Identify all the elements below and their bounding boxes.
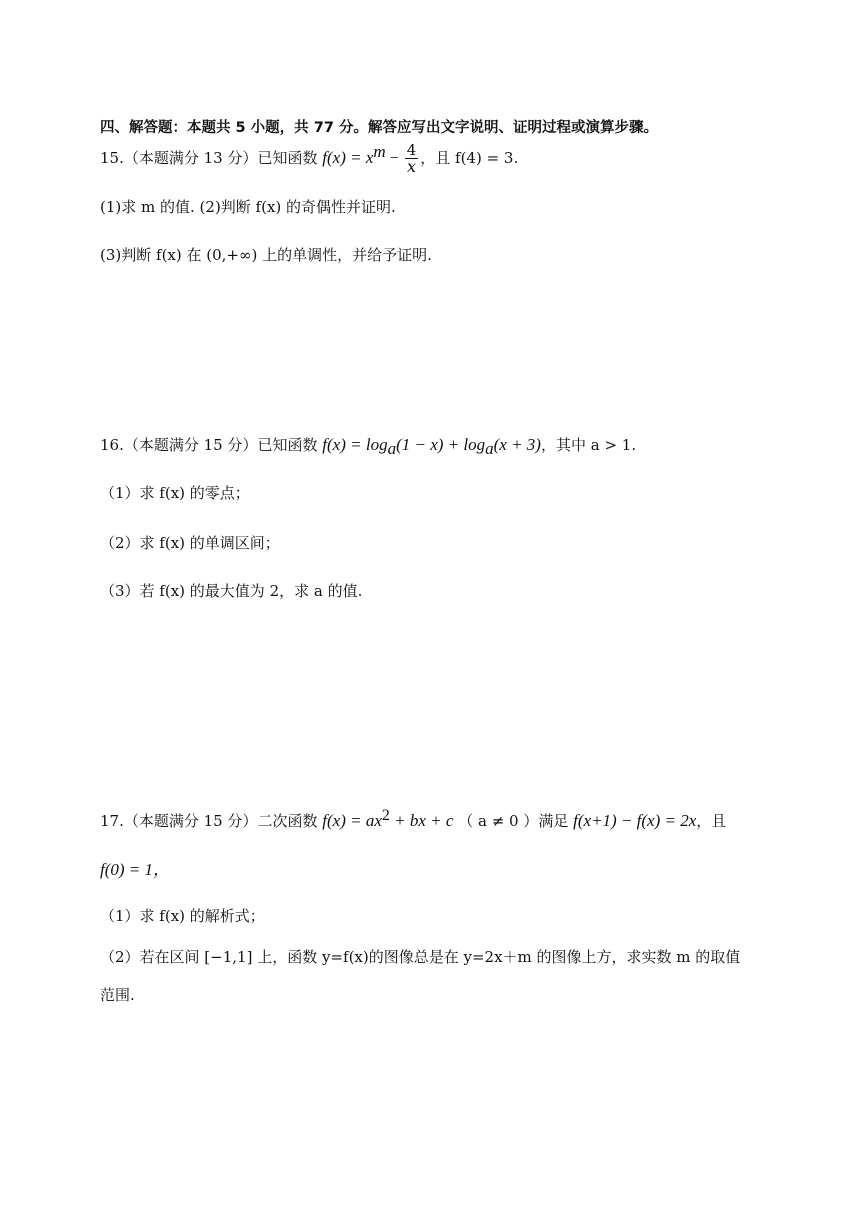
q16-part2: （2）求 f(x) 的单调区间； <box>100 534 280 552</box>
q16-part1: （1）求 f(x) 的零点； <box>100 484 250 502</box>
q17-line2: f(0) = 1， <box>100 860 171 879</box>
q17-part2-line1: （2）若在区间 [−1,1] 上，函数 y=f(x)的图像总是在 y=2x＋m 的图像上方，求实数 m 的取值 <box>100 948 741 966</box>
q15-fraction <box>405 143 419 175</box>
q17-intro: 二次函数 <box>257 812 318 830</box>
q16-formula-a: f(x) = log <box>322 435 388 454</box>
q17-stem <box>100 807 726 831</box>
q15-points: （本题满分 13 分） <box>123 149 258 167</box>
q15-stem <box>100 142 518 175</box>
q17-formula-c: f(x+1) − f(x) = 2x <box>573 811 697 830</box>
q15-formula-lhs: f(x) = x <box>322 148 374 167</box>
q16-intro: 已知函数 <box>257 436 318 454</box>
q15-exponent: m <box>373 142 386 161</box>
section-heading: 四、解答题：本题共 5 小题，共 77 分。解答应写出文字说明、证明过程或演算步骤。 <box>100 120 658 136</box>
q15-condition: ，且 f(4) = 3. <box>420 149 519 167</box>
q17-formula-b: + bx + c <box>389 811 454 830</box>
q16-sub-2: a <box>485 439 494 458</box>
q16-formula-b: (1 − x) + log <box>396 435 486 454</box>
q17-formula-a: f(x) = ax <box>322 811 382 830</box>
q17-part1: （1）求 f(x) 的解析式； <box>100 907 265 925</box>
q16-stem <box>100 434 636 459</box>
q15-minus: − <box>385 150 403 167</box>
q15-part1: (1)求 m 的值. (2)判断 f(x) 的奇偶性并证明. <box>100 198 396 216</box>
q17-part2-line2: 范围. <box>100 986 135 1004</box>
q17-cond-b: ，且 <box>696 812 727 830</box>
q17-points: （本题满分 15 分） <box>123 812 258 830</box>
q15-frac-den: x <box>406 157 416 176</box>
q16-condition: ，其中 a > 1. <box>540 436 637 454</box>
q16-points: （本题满分 15 分） <box>123 436 258 454</box>
q15-number: 15. <box>100 149 124 167</box>
q16-number: 16. <box>100 436 124 454</box>
q15-frac-num: 4 <box>406 141 417 159</box>
q16-part3: （3）若 f(x) 的最大值为 2，求 a 的值. <box>100 582 363 600</box>
q15-part3: (3)判断 f(x) 在 (0,+∞) 上的单调性，并给予证明. <box>100 246 432 264</box>
q16-formula-c: (x + 3) <box>493 435 541 454</box>
q17-number: 17. <box>100 812 124 830</box>
q17-sup: 2 <box>381 807 390 824</box>
q15-intro: 已知函数 <box>257 149 318 167</box>
q17-cond-a: （ a ≠ 0 ）满足 <box>458 812 569 830</box>
q16-sub-1: a <box>387 439 397 458</box>
